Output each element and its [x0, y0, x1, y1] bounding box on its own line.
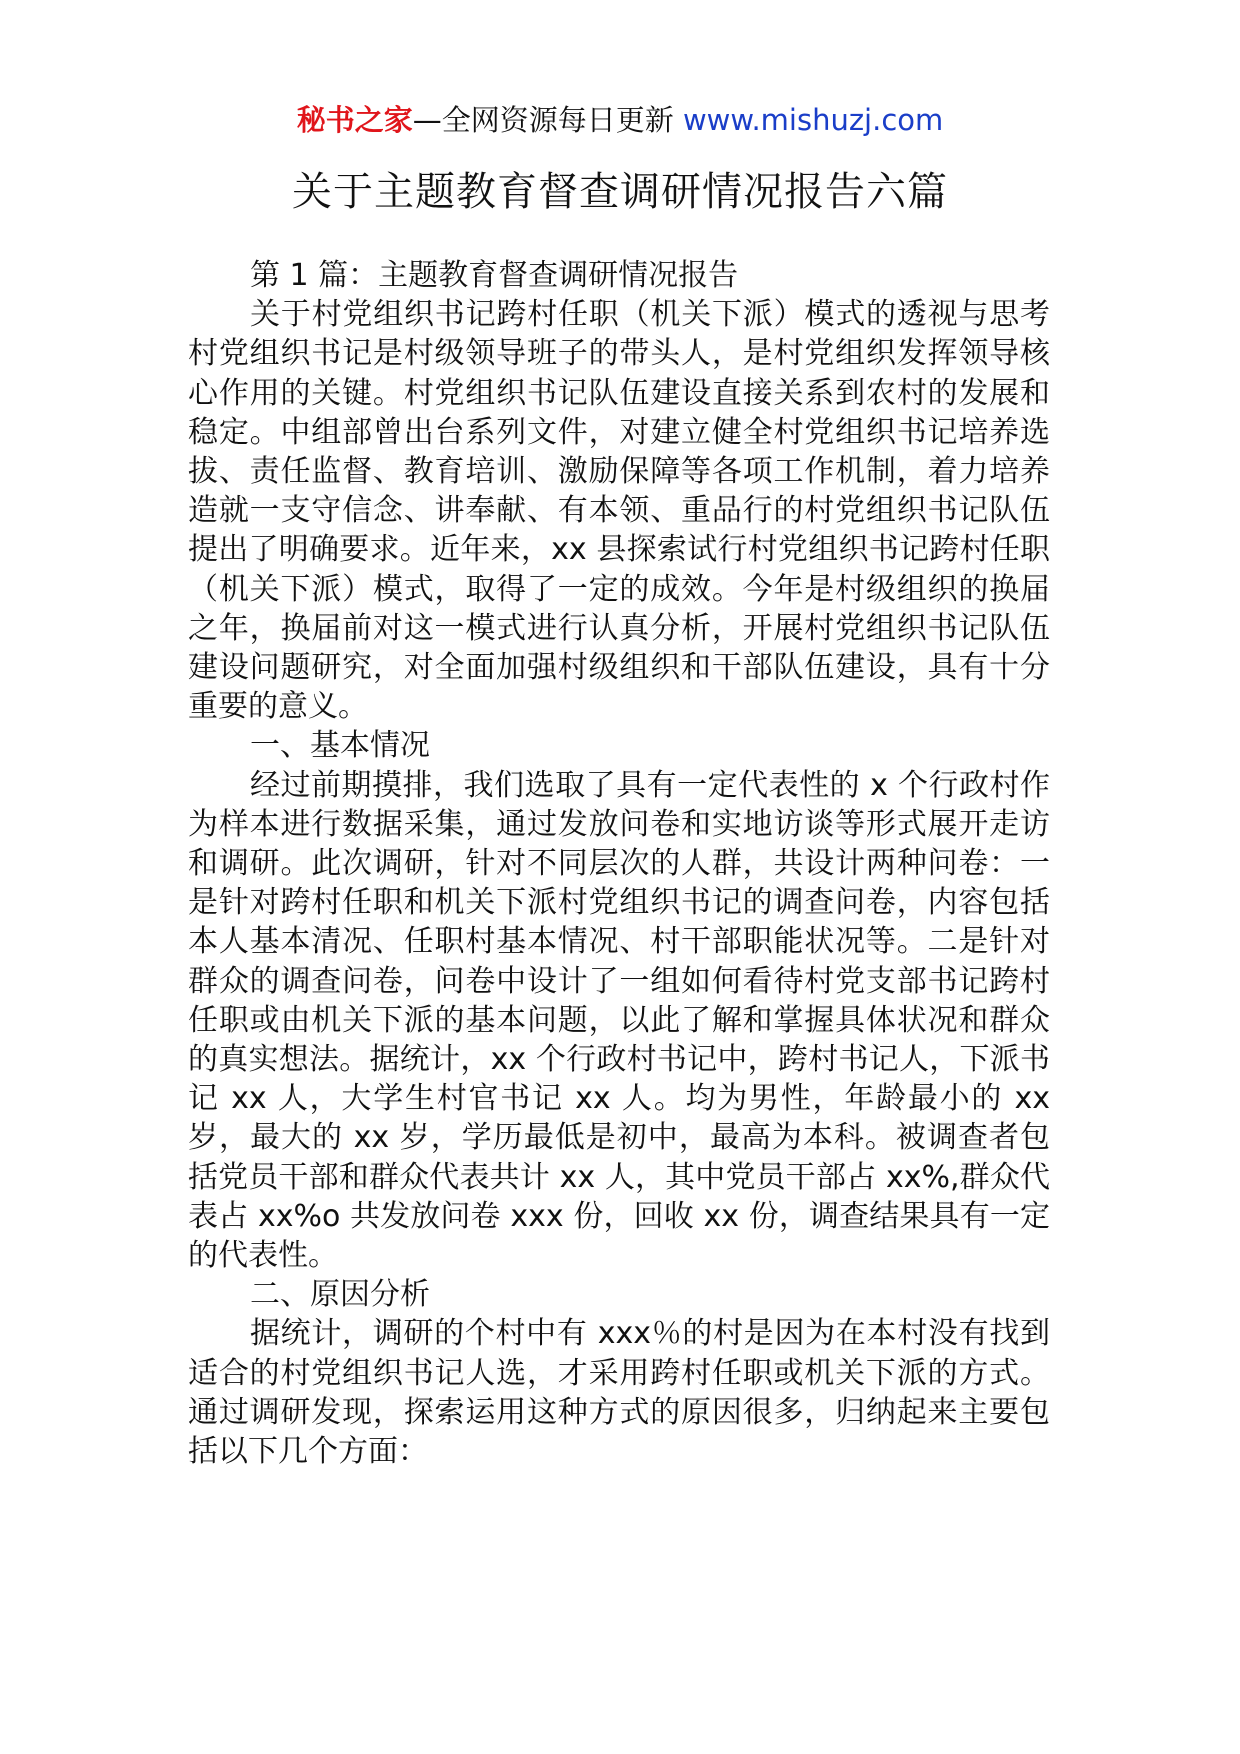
section2-heading: 二、原因分析	[250, 1277, 430, 1313]
intro-paragraph: 关于村党组织书记跨村任职（机关下派）模式的透视与思考村党组织书记是村级领导班子的带头人，是村党组织发挥领导核心作用的关键。村党组织书记队伍建设直接关系到农村的发展和稳定。中组部曾出台系列文件，对建立健全村党组织书记培养选拔、责任监督、教育培训、激励保障等各项工作机制，着力培养造就一支守信念、讲奉献、有本领、重品行的村党组织书记队伍提出了明确要求。近年来，xx 县探索试行村党组织书记跨村任职（机关下派）模式，取得了一定的成效。今年是村级组织的换届之年，换届前对这一模式进行认真分析，开展村党组织书记队伍建设问题研究，对全面加强村级组织和干部队伍建设，具有十分重要的意义。	[188, 297, 1050, 725]
section2-paragraph: 据统计，调研的个村中有 xxx％的村是因为在本村没有找到适合的村党组织书记人选，才采用跨村任职或机关下派的方式。通过调研发现，探索运用这种方式的原因很多，归纳起来主要包括以下几个方面：	[188, 1316, 1050, 1470]
site-url-link[interactable]: www.mishuzj.com	[682, 103, 944, 137]
section1-heading: 一、基本情况	[250, 728, 430, 764]
site-header	[0, 100, 1240, 140]
document-body	[188, 256, 1050, 1471]
section1-paragraph: 经过前期摸排，我们选取了具有一定代表性的 x 个行政村作为样本进行数据采集，通过发放问卷和实地访谈等形式展开走访和调研。此次调研，针对不同层次的人群，共设计两种问卷：一是针对跨村任职和机关下派村党组织书记的调查问卷，内容包括本人基本清况、任职村基本情况、村干部职能状况等。二是针对群众的调查问卷，问卷中设计了一组如何看待村党支部书记跨村任职或由机关下派的基本问题，以此了解和掌握具体状况和群众的真实想法。据统计，xx 个行政村书记中，跨村书记人，下派书记 xx 人，大学生村官书记 xx 人。均为男性，年龄最小的 xx 岁，最大的 xx 岁，学历最低是初中，最高为本科。被调查者包括党员干部和群众代表共计 xx 人，其中党员干部占 xx%,群众代表占 xx%o 共发放问卷 xxx 份，回收 xx 份，调查结果具有一定的代表性。	[188, 767, 1050, 1274]
document-title: 关于主题教育督查调研情况报告六篇	[292, 169, 948, 215]
part-heading: 第 1 篇：主题教育督查调研情况报告	[250, 258, 739, 293]
brand-name: 秘书之家	[296, 103, 413, 137]
header-slogan: —全网资源每日更新	[412, 103, 683, 137]
